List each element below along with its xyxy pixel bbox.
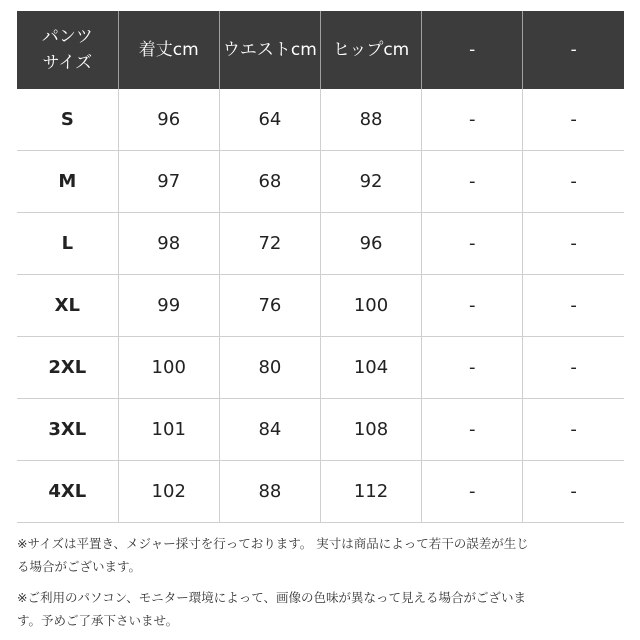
color-note-line-1: ※ご利用のパソコン、モニター環境によって、画像の色味が異なって見える場合がございま <box>17 590 526 605</box>
blank-cell: - <box>422 337 523 399</box>
waist-cell: 88 <box>219 461 320 523</box>
measurement-note-line-2: る場合がございます。 <box>17 559 142 574</box>
hip-cell: 88 <box>320 89 421 151</box>
header-row <box>17 11 624 89</box>
header-size: パンツ サイズ <box>17 11 118 89</box>
length-cell: 101 <box>118 399 219 461</box>
waist-cell: 64 <box>219 89 320 151</box>
blank-cell: - <box>422 89 523 151</box>
table-row <box>17 399 624 461</box>
size-cell: 3XL <box>17 399 118 461</box>
length-cell: 97 <box>118 151 219 213</box>
blank-cell: - <box>523 337 624 399</box>
table-row <box>17 337 624 399</box>
size-cell: 2XL <box>17 337 118 399</box>
blank-cell: - <box>422 151 523 213</box>
hip-cell: 104 <box>320 337 421 399</box>
header-waist: ウエストcm <box>219 11 320 89</box>
table-row <box>17 461 624 523</box>
waist-cell: 68 <box>219 151 320 213</box>
blank-cell: - <box>422 461 523 523</box>
hip-cell: 92 <box>320 151 421 213</box>
blank-cell: - <box>523 151 624 213</box>
table-row <box>17 213 624 275</box>
blank-cell: - <box>523 213 624 275</box>
size-cell: 4XL <box>17 461 118 523</box>
size-cell: L <box>17 213 118 275</box>
length-cell: 100 <box>118 337 219 399</box>
hip-cell: 100 <box>320 275 421 337</box>
length-cell: 99 <box>118 275 219 337</box>
length-cell: 96 <box>118 89 219 151</box>
blank-cell: - <box>523 89 624 151</box>
length-cell: 102 <box>118 461 219 523</box>
length-cell: 98 <box>118 213 219 275</box>
header-length: 着丈cm <box>118 11 219 89</box>
table-row <box>17 275 624 337</box>
waist-cell: 76 <box>219 275 320 337</box>
waist-cell: 84 <box>219 399 320 461</box>
size-table <box>17 11 624 523</box>
header-blank-1: - <box>422 11 523 89</box>
size-cell: M <box>17 151 118 213</box>
color-note-line-2: す。予めご了承下さいませ。 <box>17 613 179 628</box>
waist-cell: 72 <box>219 213 320 275</box>
hip-cell: 96 <box>320 213 421 275</box>
blank-cell: - <box>523 275 624 337</box>
blank-cell: - <box>523 461 624 523</box>
size-cell: XL <box>17 275 118 337</box>
blank-cell: - <box>422 399 523 461</box>
header-hip: ヒップcm <box>320 11 421 89</box>
blank-cell: - <box>422 213 523 275</box>
table-row <box>17 89 624 151</box>
table-row <box>17 151 624 213</box>
blank-cell: - <box>422 275 523 337</box>
color-note <box>17 586 627 632</box>
measurement-note <box>17 532 627 578</box>
blank-cell: - <box>523 399 624 461</box>
notes-section <box>17 532 627 640</box>
waist-cell: 80 <box>219 337 320 399</box>
header-blank-2: - <box>523 11 624 89</box>
measurement-note-line-1: ※サイズは平置き、メジャー採寸を行っております。 実寸は商品によって若干の誤差が生じ <box>17 536 529 551</box>
hip-cell: 108 <box>320 399 421 461</box>
size-cell: S <box>17 89 118 151</box>
hip-cell: 112 <box>320 461 421 523</box>
